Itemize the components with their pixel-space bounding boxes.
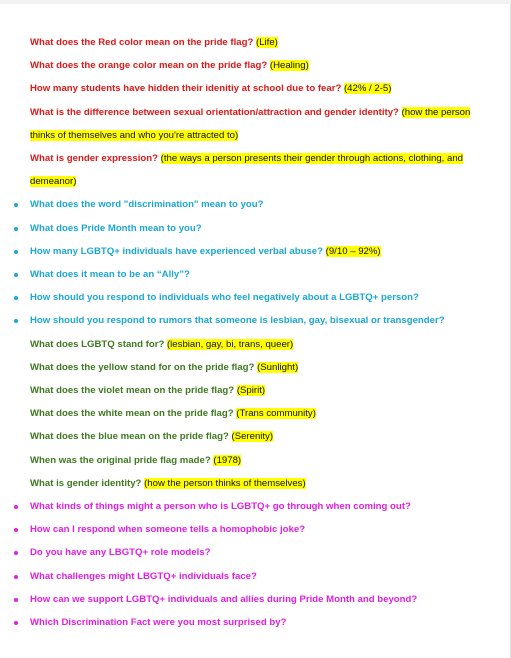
list-item bbox=[0, 379, 511, 402]
answer-highlight: (Spirit) bbox=[236, 385, 266, 397]
question-text: What does LGBTQ stand for? bbox=[30, 338, 165, 350]
question-text: Which Discrimination Fact were you most surprised by? bbox=[30, 617, 287, 629]
question-text: What does the white mean on the pride flag? bbox=[30, 408, 234, 420]
question-text: What does the Red color mean on the pride flag? bbox=[30, 37, 254, 48]
list-item bbox=[0, 333, 511, 356]
list-item bbox=[0, 147, 511, 193]
question-text: What is gender expression? bbox=[30, 153, 158, 165]
list-item bbox=[0, 402, 511, 425]
question-text: What does the word "discrimination" mean to you? bbox=[30, 199, 264, 211]
question-text: How should you respond to rumors that someone is lesbian, gay, bisexual or transgender? bbox=[30, 315, 445, 327]
list-item bbox=[0, 263, 511, 286]
answer-highlight: (Trans community) bbox=[236, 408, 316, 420]
list-item bbox=[0, 472, 511, 495]
page-top-border bbox=[0, 0, 511, 4]
list-item bbox=[0, 193, 511, 216]
list-item bbox=[0, 77, 511, 100]
list-item bbox=[0, 565, 511, 588]
question-text: What does the yellow stand for on the pride flag? bbox=[30, 361, 255, 373]
question-text: How many LGBTQ+ individuals have experienced verbal abuse? bbox=[30, 245, 323, 257]
list-item bbox=[0, 286, 511, 309]
list-item bbox=[0, 425, 511, 448]
answer-highlight: (how the person thinks of themselves) bbox=[144, 477, 306, 489]
question-text: What is the difference between sexual orientation/attraction and gender identity? bbox=[30, 106, 399, 118]
question-text: What does the blue mean on the pride flag? bbox=[30, 431, 229, 443]
list-item bbox=[0, 217, 511, 240]
list-item bbox=[0, 495, 511, 518]
answer-highlight: (42% / 2-5) bbox=[343, 83, 392, 95]
list-item bbox=[0, 356, 511, 379]
list-item bbox=[0, 309, 511, 332]
answer-highlight: (Life) bbox=[256, 37, 278, 48]
answer-highlight: (Sunlight) bbox=[257, 361, 299, 373]
answer-highlight: (Healing) bbox=[269, 60, 309, 72]
list-item bbox=[0, 54, 511, 77]
question-text: How should you respond to individuals who feel negatively about a LGBTQ+ person? bbox=[30, 292, 419, 304]
question-text: What does the violet mean on the pride flag? bbox=[30, 385, 235, 397]
question-text: What does the orange color mean on the pride flag? bbox=[30, 60, 268, 72]
list-item bbox=[0, 31, 511, 54]
list-item bbox=[0, 449, 511, 472]
question-text: What does Pride Month mean to you? bbox=[30, 222, 202, 234]
answer-highlight: (the ways a person presents their gender through actions, clothing, and demeanor) bbox=[30, 153, 464, 188]
question-list bbox=[0, 31, 511, 634]
question-text: What does it mean to be an “Ally”? bbox=[30, 269, 190, 281]
answer-highlight: (1978) bbox=[213, 454, 242, 466]
list-item bbox=[0, 240, 511, 263]
answer-highlight: (lesbian, gay, bi, trans, queer) bbox=[166, 338, 294, 350]
question-text: How can I respond when someone tells a homophobic joke? bbox=[30, 524, 306, 536]
list-item bbox=[0, 611, 511, 634]
question-text: When was the original pride flag made? bbox=[30, 454, 211, 466]
list-item bbox=[0, 101, 511, 147]
question-text: Do you have any LBGTQ+ role models? bbox=[30, 547, 211, 559]
question-text: What is gender identity? bbox=[30, 477, 142, 489]
question-text: What kinds of things might a person who is LGBTQ+ go through when coming out? bbox=[30, 501, 411, 513]
question-text: How many students have hidden their idenitiy at school due to fear? bbox=[30, 83, 342, 95]
list-item bbox=[0, 518, 511, 541]
question-text: What challenges might LBGTQ+ individuals face? bbox=[30, 570, 257, 582]
list-item bbox=[0, 541, 511, 564]
list-item bbox=[0, 588, 511, 611]
answer-highlight: (9/10 – 92%) bbox=[325, 245, 381, 257]
answer-highlight: (Serenity) bbox=[231, 431, 274, 443]
question-text: How can we support LGBTQ+ individuals and allies during Pride Month and beyond? bbox=[30, 593, 418, 605]
answer-highlight: (how the person thinks of themselves and who you're attracted to) bbox=[30, 106, 471, 141]
